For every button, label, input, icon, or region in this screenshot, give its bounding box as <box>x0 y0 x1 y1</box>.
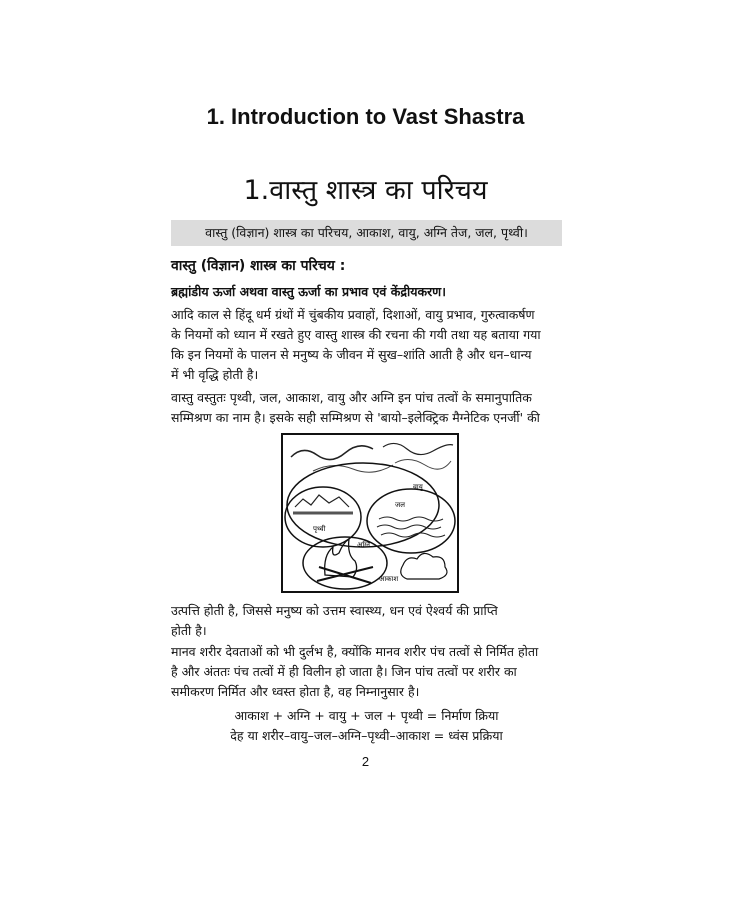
paragraph-line: होती है। <box>171 623 207 638</box>
figure-label-agni: अग्नि <box>357 541 371 549</box>
figure-label-vayu: वायु <box>413 483 423 491</box>
paragraph-1 <box>171 305 562 385</box>
paragraph-line: सम्मिश्रण का नाम है। इसके सही सम्मिश्रण से 'बायो–इलेक्ट्रिक मैग्नेटिक एनर्जी' की <box>171 410 540 425</box>
page-number: 2 <box>361 754 370 769</box>
chapter-title-hindi: 1.वास्तु शास्त्र का परिचय <box>243 175 488 206</box>
paragraph-3 <box>171 601 562 641</box>
five-elements-drawing <box>283 435 457 591</box>
paragraph-line: कि इन नियमों के पालन से मनुष्य के जीवन में सुख–शांति आती है और धन–धान्य <box>171 347 532 362</box>
chapter-title-english: 1. Introduction to Vast Shastra <box>206 104 525 129</box>
section-subheading: ब्रह्मांडीय ऊर्जा अथवा वास्तु ऊर्जा का प्रभाव एवं केंद्रीयकरण। <box>171 284 446 299</box>
paragraph-line: है और अंततः पंच तत्वों में ही विलीन हो जाता है। जिन पांच तत्वों पर शरीर का <box>171 664 517 679</box>
paragraph-2 <box>171 388 562 428</box>
paragraph-line: के नियमों को ध्यान में रखते हुए वास्तु शास्त्र की रचना की गयी तथा यह बताया गया <box>171 327 541 342</box>
section-heading: वास्तु (विज्ञान) शास्त्र का परिचय : <box>171 258 346 274</box>
formula-destruction: देह या शरीर–वायु–जल–अग्नि–पृथ्वी–आकाश = ध्वंस प्रक्रिया <box>230 728 503 743</box>
paragraph-line: में भी वृद्धि होती है। <box>171 367 259 382</box>
figure-label-prithvi: पृथ्वी <box>313 525 326 533</box>
paragraph-4 <box>171 642 562 702</box>
formula-creation: आकाश + अग्नि + वायु + जल + पृथ्वी = निर्माण क्रिया <box>234 708 499 723</box>
paragraph-line: वास्तु वस्तुतः पृथ्वी, जल, आकाश, वायु और अग्नि इन पांच तत्वों के समानुपातिक <box>171 390 532 405</box>
figure-label-akash: आकाश <box>379 575 399 583</box>
paragraph-line: मानव शरीर देवताओं को भी दुर्लभ है, क्योंकि मानव शरीर पंच तत्वों से निर्मित होता <box>171 644 539 659</box>
chapter-summary-box: वास्तु (विज्ञान) शास्त्र का परिचय, आकाश, वायु, अग्नि तेज, जल, पृथ्वी। <box>171 220 562 246</box>
paragraph-line: उत्पत्ति होती है, जिससे मनुष्य को उत्तम स्वास्थ्य, धन एवं ऐश्वर्य की प्राप्ति <box>171 603 498 618</box>
paragraph-line: आदि काल से हिंदू धर्म ग्रंथों में चुंबकीय प्रवाहों, दिशाओं, वायु प्रभाव, गुरुत्वाकर्षण <box>171 307 535 322</box>
paragraph-line: समीकरण निर्मित और ध्वस्त होता है, वह निम्नानुसार है। <box>171 684 420 699</box>
figure-label-jal: जल <box>395 501 405 509</box>
five-elements-illustration <box>281 433 459 593</box>
